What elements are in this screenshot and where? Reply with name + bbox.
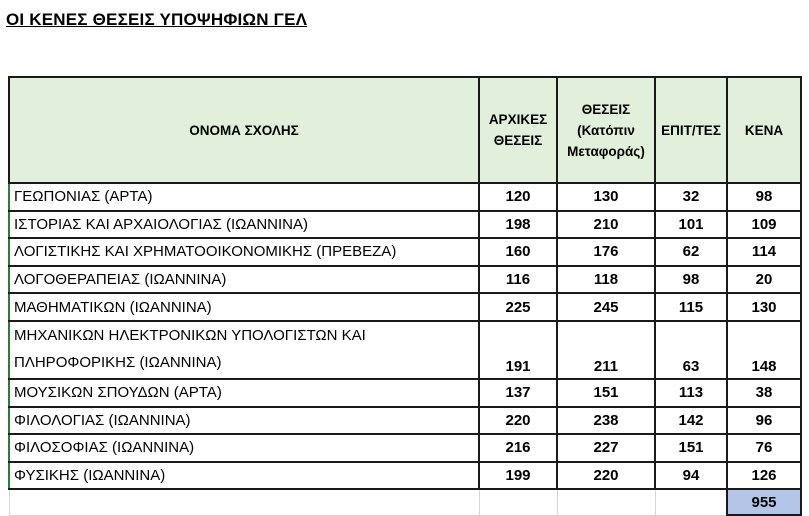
empty-cell [557,489,655,515]
vacant-cell: 126 [727,462,801,490]
table-row [9,462,801,490]
vacant-cell: 96 [727,407,801,435]
vacant-cell: 130 [727,293,801,321]
total-vacant-cell: 955 [727,489,801,515]
school-name-cell [9,321,479,379]
positions-cell: 118 [557,266,655,294]
total-row [9,489,801,515]
positions-cell: 238 [557,407,655,435]
successful-cell: 94 [655,462,727,490]
table-row [9,379,801,407]
school-name-cell: ΦΙΛΟΛΟΓΙΑΣ (ΙΩΑΝΝΙΝΑ) [9,407,479,435]
school-name-line-2: ΠΛΗΡΟΦΟΡΙΚΗΣ (ΙΩΑΝΝΙΝΑ) [14,353,222,371]
successful-cell: 115 [655,293,727,321]
header-row [9,77,801,183]
header-successful: ΕΠΙΤ/ΤΕΣ [655,77,727,183]
vacant-cell: 20 [727,266,801,294]
initial-cell: 160 [479,238,557,266]
school-name-cell: ΦΥΣΙΚΗΣ (ΙΩΑΝΝΙΝΑ) [9,462,479,490]
successful-cell: 63 [655,321,727,379]
initial-cell: 199 [479,462,557,490]
positions-cell: 245 [557,293,655,321]
successful-cell: 62 [655,238,727,266]
initial-cell: 225 [479,293,557,321]
successful-cell: 101 [655,211,727,239]
successful-cell: 113 [655,379,727,407]
positions-cell: 220 [557,462,655,490]
initial-cell: 198 [479,211,557,239]
vacancies-table [8,76,802,516]
vacant-cell: 148 [727,321,801,379]
initial-cell: 116 [479,266,557,294]
positions-cell: 210 [557,211,655,239]
empty-cell [655,489,727,515]
header-positions-after-transfer: ΘΕΣΕΙΣ (Κατόπιν Μεταφοράς) [557,77,655,183]
table-row [9,238,801,266]
positions-cell: 130 [557,183,655,211]
school-name-line-1: ΜΗΧΑΝΙΚΩΝ ΗΛΕΚΤΡΟΝΙΚΩΝ ΥΠΟΛΟΓΙΣΤΩΝ ΚΑΙ [14,326,366,344]
successful-cell: 32 [655,183,727,211]
positions-cell: 151 [557,379,655,407]
initial-cell: 220 [479,407,557,435]
school-name-cell: ΛΟΓΙΣΤΙΚΗΣ ΚΑΙ ΧΡΗΜΑΤΟΟΙΚΟΝΟΜΙΚΗΣ (ΠΡΕΒΕΖΑ) [9,238,479,266]
page-title: ΟΙ ΚΕΝΕΣ ΘΕΣΕΙΣ ΥΠΟΨΗΦΙΩΝ ΓΕΛ [6,10,308,29]
table-row [9,183,801,211]
initial-cell: 120 [479,183,557,211]
successful-cell: 151 [655,434,727,462]
header-school-name: ΟΝΟΜΑ ΣΧΟΛΗΣ [9,77,479,183]
empty-cell [479,489,557,515]
school-name-cell: ΜΑΘΗΜΑΤΙΚΩΝ (ΙΩΑΝΝΙΝΑ) [9,293,479,321]
header-initial-positions: ΑΡΧΙΚΕΣ ΘΕΣΕΙΣ [479,77,557,183]
table-row [9,321,801,379]
vacant-cell: 38 [727,379,801,407]
school-name-cell: ΙΣΤΟΡΙΑΣ ΚΑΙ ΑΡΧΑΙΟΛΟΓΙΑΣ (ΙΩΑΝΝΙΝΑ) [9,211,479,239]
table-row [9,211,801,239]
initial-cell: 216 [479,434,557,462]
school-name-cell: ΜΟΥΣΙΚΩΝ ΣΠΟΥΔΩΝ (ΑΡΤΑ) [9,379,479,407]
initial-cell: 137 [479,379,557,407]
vacant-cell: 76 [727,434,801,462]
header-vacant: ΚΕΝΑ [727,77,801,183]
initial-cell: 191 [479,321,557,379]
empty-cell [9,489,479,515]
school-name-cell: ΛΟΓΟΘΕΡΑΠΕΙΑΣ (ΙΩΑΝΝΙΝΑ) [9,266,479,294]
school-name-cell: ΓΕΩΠΟΝΙΑΣ (ΑΡΤΑ) [9,183,479,211]
positions-cell: 211 [557,321,655,379]
vacant-cell: 109 [727,211,801,239]
vacant-cell: 98 [727,183,801,211]
vacant-cell: 114 [727,238,801,266]
successful-cell: 98 [655,266,727,294]
successful-cell: 142 [655,407,727,435]
school-name-cell: ΦΙΛΟΣΟΦΙΑΣ (ΙΩΑΝΝΙΝΑ) [9,434,479,462]
table-row [9,407,801,435]
positions-cell: 227 [557,434,655,462]
positions-cell: 176 [557,238,655,266]
table-row [9,266,801,294]
table-row [9,293,801,321]
table-row [9,434,801,462]
